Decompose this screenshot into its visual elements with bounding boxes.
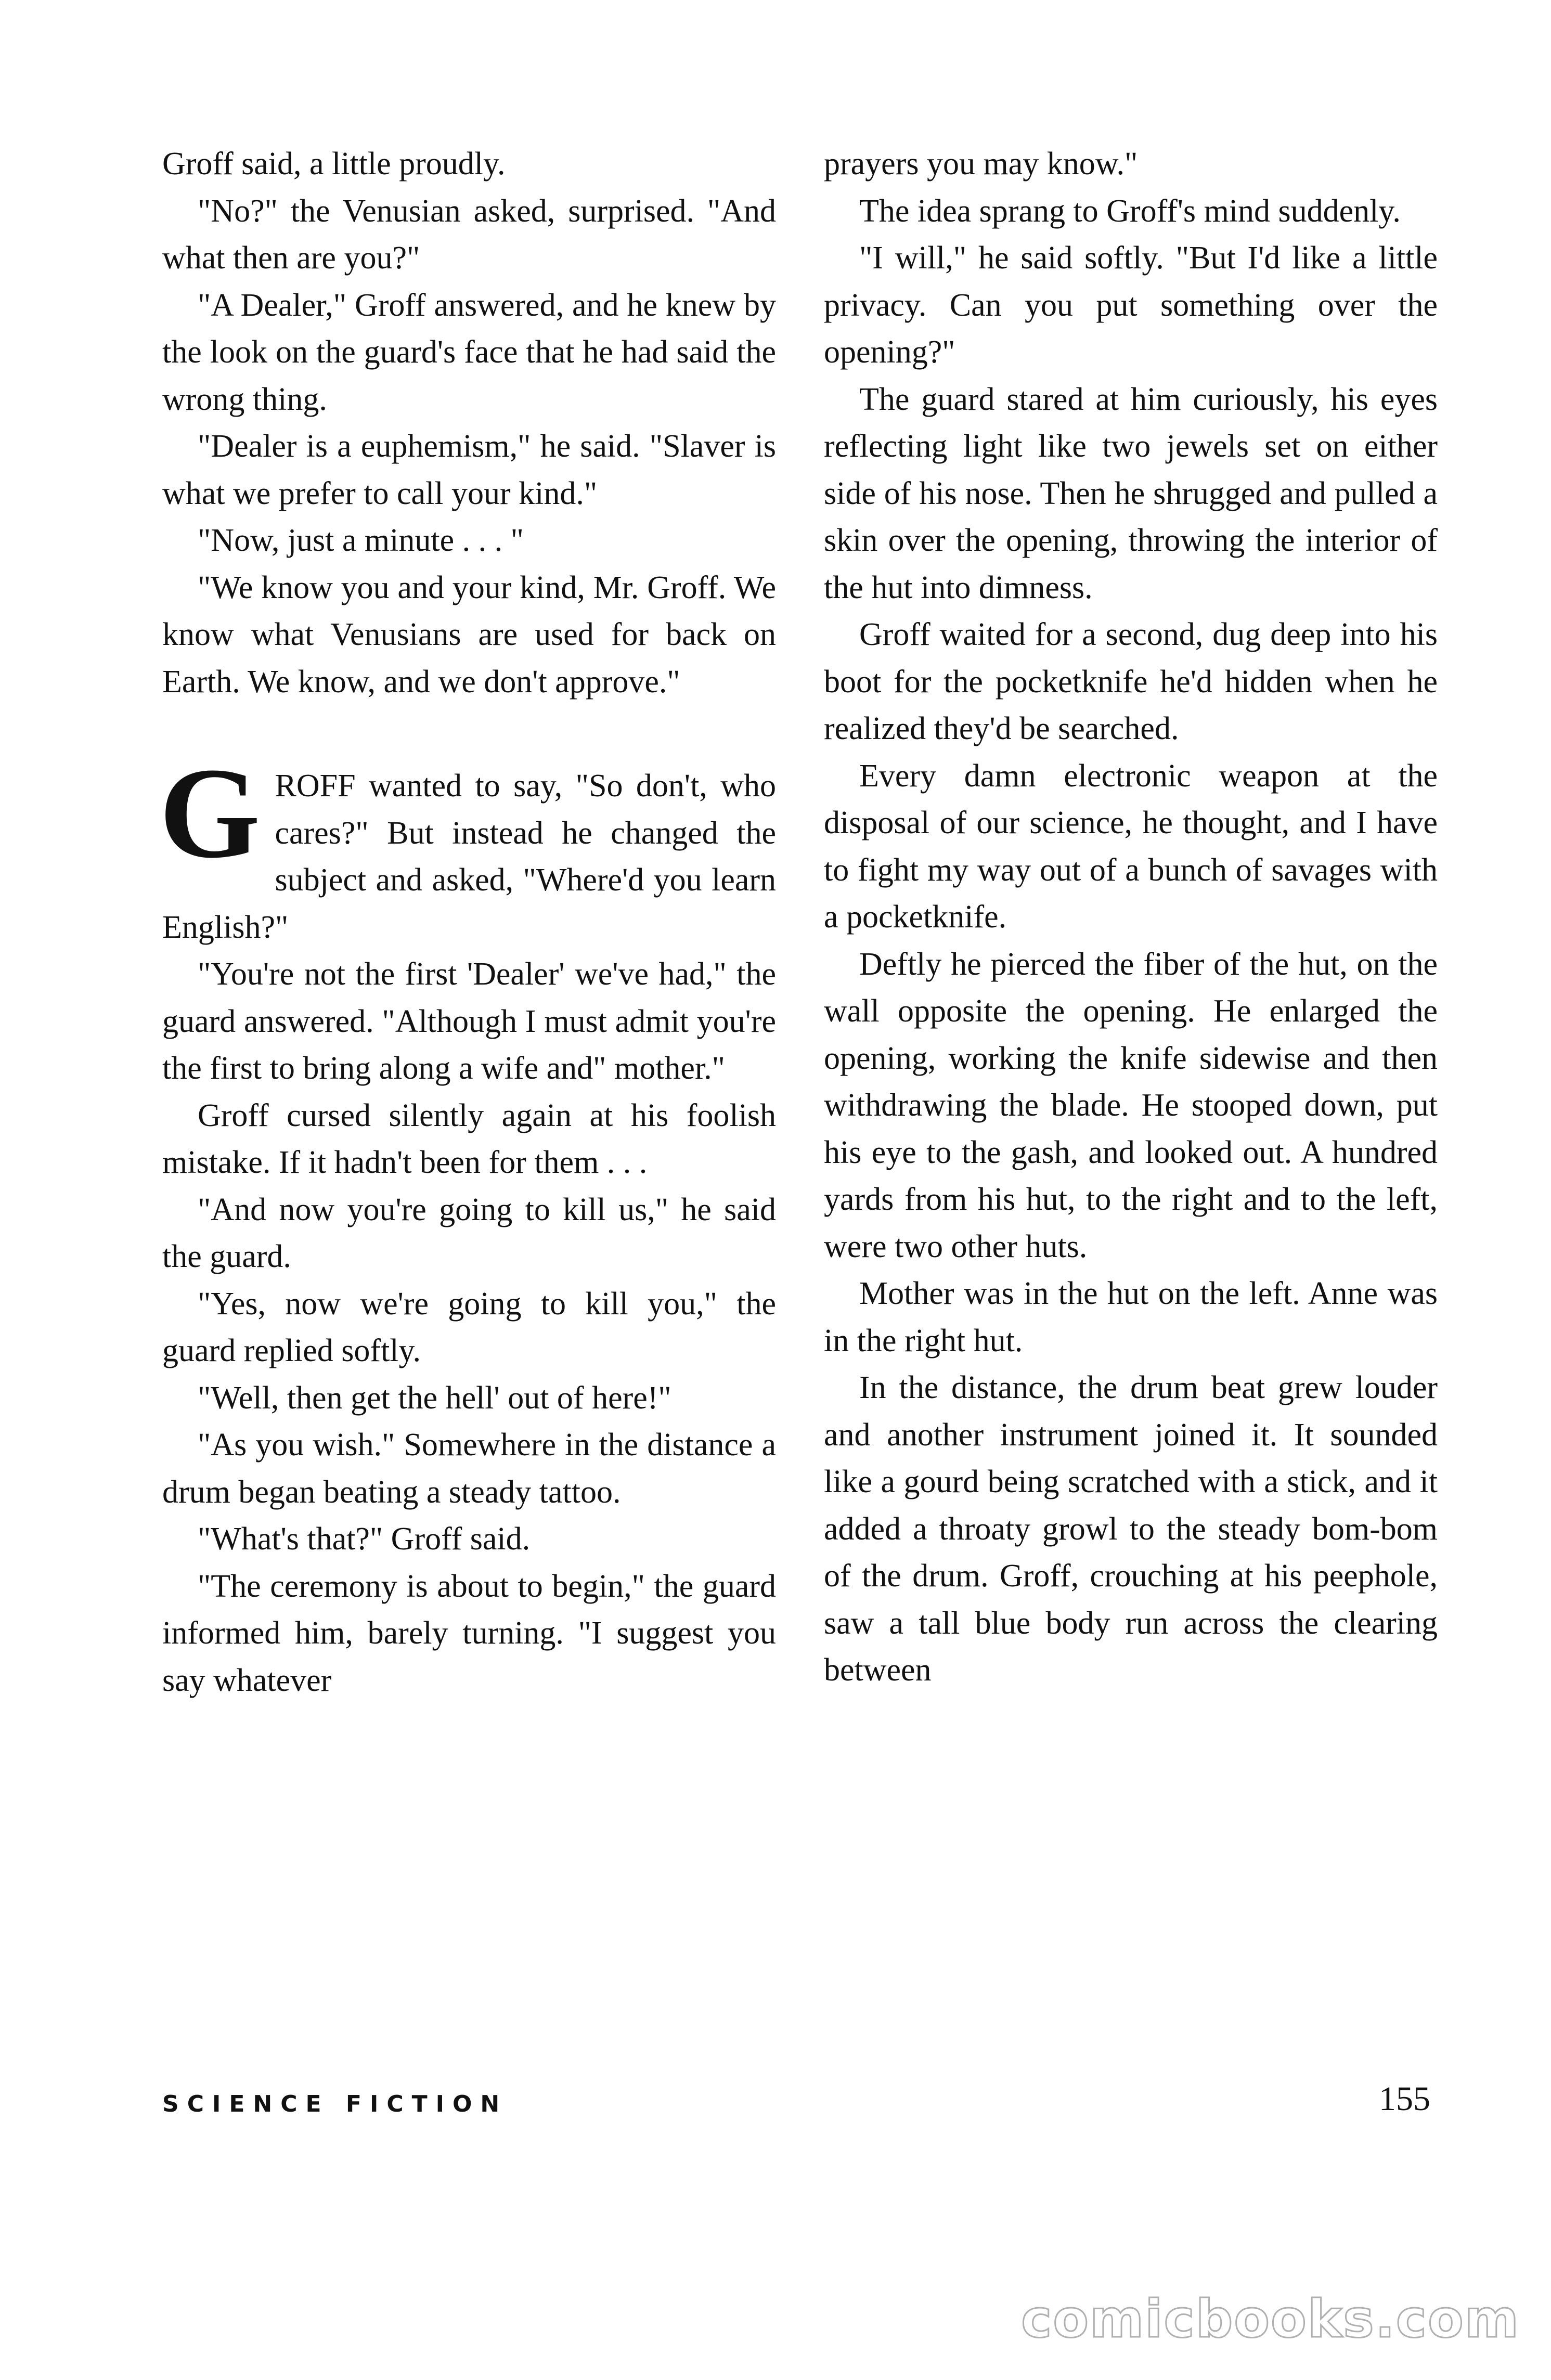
paragraph: The guard stared at him curiously, his eyes reflecting light like two jewels set on either side of his nose. Then he shrugged and pulled a skin over the opening, throwing the interior of the hut into dimness. <box>824 381 1438 605</box>
page-number: 155 <box>1379 2080 1430 2118</box>
paragraph: The idea sprang to Groff's mind suddenly. <box>859 193 1401 229</box>
paragraph: Groff waited for a second, dug deep into his boot for the pocketknife he'd hidden when he realized they'd be searched. <box>824 617 1438 746</box>
left-column <box>159 140 776 1704</box>
paragraph: "The ceremony is about to begin," the guard informed him, barely turning. "I suggest you say whatever <box>162 1568 776 1698</box>
paragraph: "Dealer is a euphemism," he said. "Slaver is what we prefer to call your kind." <box>162 429 776 511</box>
section-start-paragraph <box>159 741 776 951</box>
paragraph-text: ROFF wanted to say, "So don't, who cares?" But instead he changed the subject and asked, "Where'd you learn English?" <box>162 768 776 945</box>
paragraph: "As you wish." Somewhere in the distance a drum began beating a steady tattoo. <box>162 1427 776 1510</box>
paragraph: Groff cursed silently again at his foolish mistake. If it hadn't been for them . . . <box>162 1097 776 1180</box>
watermark-logo: comicbooks.com <box>1021 2288 1520 2349</box>
right-column <box>824 140 1438 1694</box>
paragraph: "No?" the Venusian asked, surprised. "And what then are you?" <box>162 193 776 276</box>
paragraph: Deftly he pierced the fiber of the hut, on the wall opposite the opening. He enlarged the opening, working the knife sidewise and then withdrawing the blade. He stooped down, put his eye to the gash, and looked out. A hundred yards from his hut, to the right and to the left, were two other huts. <box>824 946 1438 1264</box>
paragraph: "Now, just a minute . . . " <box>198 523 524 558</box>
paragraph: Every damn electronic weapon at the disposal of our science, he thought, and I have to fight my way out of a bunch of savages with a pocketknife. <box>824 758 1438 935</box>
paragraph: "I will," he said softly. "But I'd like a little privacy. Can you put something over the opening?" <box>824 240 1438 370</box>
paragraph: prayers you may know." <box>824 146 1138 182</box>
paragraph: "And now you're going to kill us," he said the guard. <box>162 1192 776 1274</box>
paragraph: In the distance, the drum beat grew louder and another instrument joined it. It sounded like a gourd being scratched with a stick, and it added a throaty growl to the steady bom-bom of the drum. Groff, crouching at his peephole, saw a tall blue body run across the clearing between <box>824 1370 1438 1688</box>
magazine-footer: SCIENCE FICTION <box>162 2091 508 2117</box>
paragraph: "Well, then get the hell' out of here!" <box>198 1380 671 1416</box>
paragraph: "A Dealer," Groff answered, and he knew by the look on the guard's face that he had said the wrong thing. <box>162 287 776 417</box>
paragraph: Mother was in the hut on the left. Anne was in the right hut. <box>824 1276 1438 1359</box>
paragraph: "Yes, now we're going to kill you," the guard replied softly. <box>162 1286 776 1368</box>
paragraph: "You're not the first 'Dealer' we've had," the guard answered. "Although I must admit you're the first to bring along a wife and" mother." <box>162 956 776 1086</box>
drop-cap: G <box>159 741 261 885</box>
paragraph: Groff said, a little proudly. <box>162 146 506 182</box>
paragraph: "What's that?" Groff said. <box>198 1521 531 1557</box>
paragraph: "We know you and your kind, Mr. Groff. We know what Venusians are used for back on Earth. We know, and we don't approve." <box>162 570 776 700</box>
